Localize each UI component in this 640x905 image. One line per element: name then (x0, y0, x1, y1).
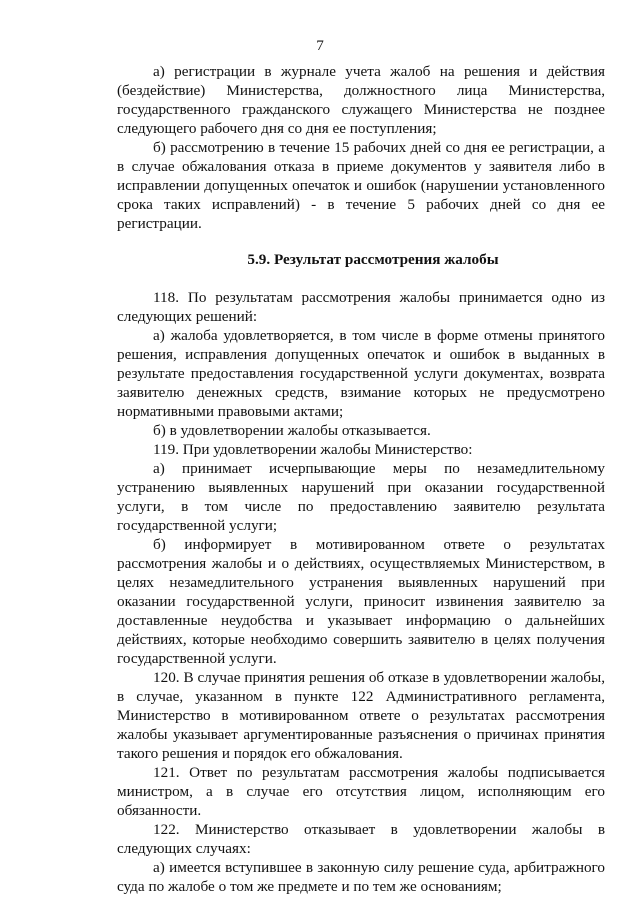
paragraph: 121. Ответ по результатам рассмотрения жалобы подписывается министром, а в случае его отсутствия лицом, исполняющим его обязанности. (117, 764, 605, 819)
section-heading: 5.9. Результат рассмотрения жалобы (247, 251, 499, 268)
document-body (117, 62, 605, 896)
paragraph: б) рассмотрению в течение 15 рабочих дней со дня ее регистрации, а в случае обжалования отказа в приеме документов у заявителя либо в исправлении допущенных опечаток и ошибок (нарушении установленного срока таких исправлений) - в течение 5 рабочих дней со дня ее регистрации. (117, 139, 605, 232)
paragraph: 120. В случае принятия решения об отказе в удовлетворении жалобы, в случае, указанном в пункте 122 Административного регламента, Министерство в мотивированном ответе о результатах рассмотрения жалобы указывает аргументированные разъяснения о причинах принятия такого решения и порядок его обжалования. (117, 669, 605, 762)
paragraph: а) принимает исчерпывающие меры по незамедлительному устранению выявленных нарушений при оказании государственной услуги, в том числе по предоставлению заявителю результата государственной услуги; (117, 460, 605, 534)
page-number: 7 (316, 37, 324, 54)
paragraph: б) в удовлетворении жалобы отказывается. (153, 422, 431, 439)
paragraph: 118. По результатам рассмотрения жалобы принимается одно из следующих решений: (117, 289, 605, 325)
paragraph: а) регистрации в журнале учета жалоб на решения и действия (бездействие) Министерства, должностного лица Министерства, государственного гражданского служащего Министерства не позднее следующего рабочего дня со дня ее поступления; (117, 63, 605, 137)
paragraph: а) жалоба удовлетворяется, в том числе в форме отмены принятого решения, исправления допущенных опечаток и ошибок в выданных в результате предоставления государственной услуги документах, возврата заявителю денежных средств, взимание которых не предусмотрено нормативными правовыми актами; (117, 327, 605, 420)
paragraph: а) имеется вступившее в законную силу решение суда, арбитражного суда по жалобе о том же предмете и по тем же основаниям; (117, 859, 605, 895)
paragraph: 122. Министерство отказывает в удовлетворении жалобы в следующих случаях: (117, 821, 605, 857)
paragraph: б) информирует в мотивированном ответе о результатах рассмотрения жалобы и о действиях, осуществляемых Министерством, в целях незамедлительного устранения выявленных нарушений при оказании государственной услуги, приносит извинения заявителю за доставленные неудобства и указывает информацию о дальнейших действиях, которые необходимо совершить заявителю в целях получения государственной услуги. (117, 536, 605, 667)
paragraph: 119. При удовлетворении жалобы Министерство: (153, 441, 473, 458)
